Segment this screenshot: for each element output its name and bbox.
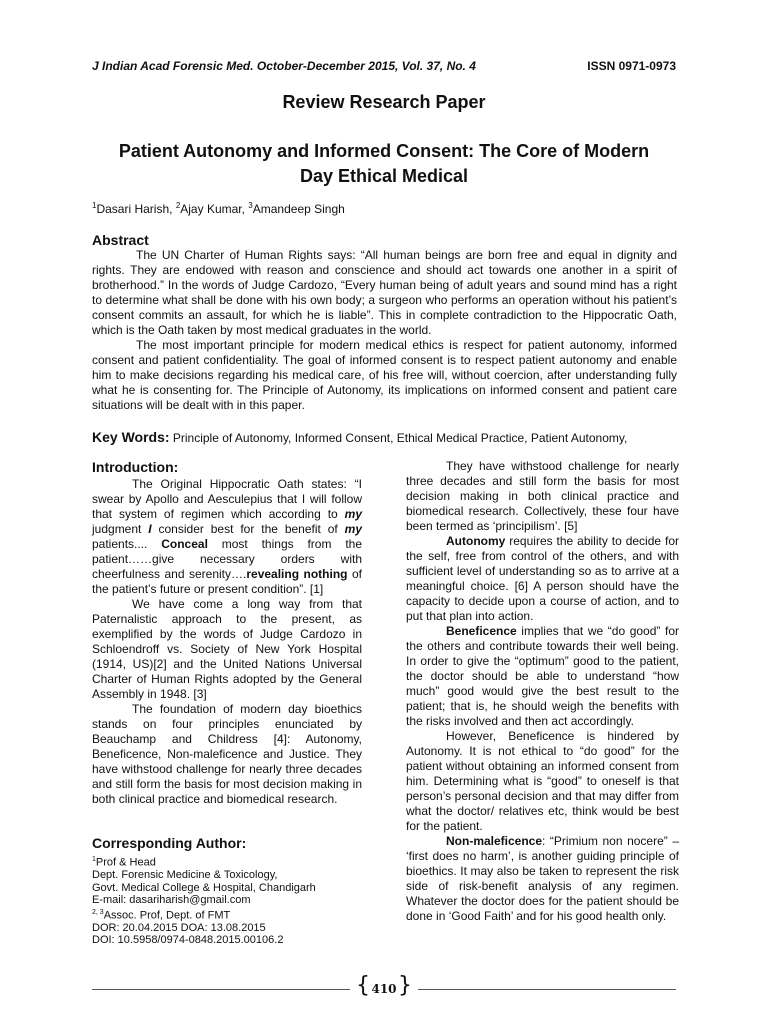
author-name: Ajay Kumar, <box>180 202 249 216</box>
introduction-section <box>92 460 362 807</box>
journal-citation: J Indian Acad Forensic Med. October-December 2015, Vol. 37, No. 4 <box>92 59 476 73</box>
author-department: Dept. Forensic Medicine & Toxicology, <box>92 869 278 882</box>
abstract-paragraph: The UN Charter of Human Rights says: “All human beings are born free and equal in dignity and rights. They are endowed with reason and conscience and should act towards one another in a spirit of brotherhood.” In the words of Judge Cardozo, “Every human being of adult years and sound mind has a right to determine what shall be done with his own body; a surgeon who performs an operation without his patient’s consent commits an assault, for which he is liable”. This in complete contradiction to the Hippocratic Oath, which is the Oath taken by most medical graduates in the world. <box>92 248 677 337</box>
author-role: $^1$Prof & Head <box>92 856 156 869</box>
author-name: Dasari Harish, <box>96 202 176 216</box>
coauthor-role: $^{2, 3}$Assoc. Prof, Dept. of FMT <box>92 908 231 922</box>
abstract-paragraph: The most important principle for modern medical ethics is respect for patient autonomy, informed consent and patient confidentiality. The goal of informed consent is to respect patient autonomy and enable him to make decisions regarding his medical care, of his free will, without coercion, after understanding fully what he is consenting for. The Principle of Autonomy, its implications on informed consent and patient care situations will be dealt with in this paper. <box>92 338 677 412</box>
keywords <box>92 429 627 445</box>
introduction-paragraph: We have come a long way from that Paternalistic approach to the present, as exemplified by the words of Judge Cardozo in Schloendroff vs. Society of New York Hospital (1914, US)[2] and the United Nations Universal Charter of Human Rights adopted by the General Assembly in 1948. [3] <box>92 597 362 701</box>
author-email: E-mail: dasariharish@gmail.com <box>92 894 251 907</box>
author-affiliation-mark: 3 <box>248 201 253 210</box>
authors <box>92 201 345 216</box>
footer-rule-right <box>418 989 676 990</box>
received-accepted-dates: DOR: 20.04.2015 DOA: 13.08.2015 <box>92 921 266 934</box>
abstract-body <box>92 248 677 413</box>
doi: DOI: 10.5958/0974-0848.2015.00106.2 <box>92 934 284 947</box>
autonomy-paragraph: Autonomy requires the ability to decide for the self, free from control of the others, and with sufficient level of understanding so as to arrive at a meaningful choice. [6] A person should have the capacity to decide upon a course of action, and to put that plan into action. <box>406 534 679 623</box>
corresponding-author-heading: Corresponding Author: <box>92 835 247 851</box>
body-paragraph: They have withstood challenge for nearly three decades and still form the basis for most decision making in both clinical practice and biomedical research. Collectively, these four have been termed as ‘principilism’. [5] <box>406 459 679 533</box>
author-name: Amandeep Singh <box>252 202 345 216</box>
author-institution: Govt. Medical College & Hospital, Chandigarh <box>92 881 316 894</box>
author-affiliation-mark: 2 <box>175 201 181 210</box>
author-affiliation-mark: 1 <box>92 201 97 210</box>
non-maleficence-paragraph: Non-maleficence: “Primium non nocere” – ‘first does no harm’, is another guiding principle of bioethics. It may also be taken to represent the risk side of risk-benefit analysis of any regimen. Whatever the doctor does for the patient should be done in ‘Good Faith’ and for his good health only. <box>406 834 679 923</box>
body-paragraph: However, Beneficence is hindered by Autonomy. It is not ethical to “do good” for the patient without obtaining an informed consent from him. Determining what is “good” to oneself is that person’s personal decision and that may differ from what the doctor/ relatives etc, think would be best for the patient. <box>406 729 679 833</box>
introduction-paragraph: The foundation of modern day bioethics stands on four principles enunciated by Beauchamp and Childress [4]: Autonomy, Beneficence, Non-maleficence and Justice. They have withstood challenge for nearly three decades and still form the basis for most decision making in both clinical practice and biomedical research. <box>92 702 362 806</box>
page-number: { 410 } <box>354 978 414 1000</box>
paper-title: Patient Autonomy and Informed Consent: The Core of Modern Day Ethical Medical <box>118 141 650 186</box>
issn: ISSN 0971-0973 <box>587 59 676 73</box>
introduction-paragraph: The Original Hippocratic Oath states: “I swear by Apollo and Aesculepius that I will follow that system of regimen which according to my judgment I consider best for the benefit of my patients.... Conceal most things from the patient……give necessary orders with cheerfulness and serenity….revealing nothing of the patient’s future or present condition”. [1] <box>92 477 362 596</box>
keywords-label: Key Words: <box>92 429 170 445</box>
abstract-heading: Abstract <box>92 232 149 248</box>
introduction-heading: Introduction: <box>92 459 179 475</box>
corresponding-author <box>92 835 362 947</box>
principles-section <box>406 459 679 924</box>
paper-type: Review Research Paper <box>282 92 486 112</box>
footer-rule-left <box>92 989 350 990</box>
beneficence-paragraph: Beneficence implies that we “do good” for the others and contribute towards their well being. In order to give the “optimum” good to the patient, the doctor should be able to understand “how much” good would give the best result to the patient; that is, he should weigh the benefits with the risks involved and then act accordingly. <box>406 624 679 728</box>
keywords-text: Principle of Autonomy, Informed Consent, Ethical Medical Practice, Patient Autonomy, <box>169 431 628 445</box>
